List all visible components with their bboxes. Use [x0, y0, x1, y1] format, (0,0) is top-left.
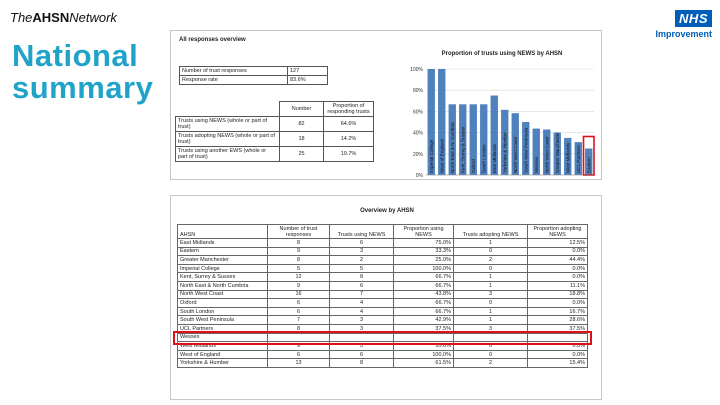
- y-tick-label: 80%: [412, 88, 423, 95]
- trusts-adopting-cell: 0: [454, 350, 528, 359]
- proportion-using-cell: 43.8%: [394, 290, 454, 299]
- proportion-adopting-cell: 18.8%: [528, 290, 588, 299]
- x-category-label: Eastern: [586, 157, 592, 173]
- proportion-using-cell: 100.0%: [394, 264, 454, 273]
- y-tick-label: 20%: [412, 151, 423, 158]
- trusts-using-cell: 3: [330, 247, 394, 256]
- ahsn-name-cell: West Midlands: [178, 342, 268, 351]
- y-tick-label: 40%: [412, 130, 423, 137]
- table-row: [178, 247, 588, 256]
- trusts-using-cell: 3: [330, 316, 394, 325]
- trusts-using-cell: 4: [330, 307, 394, 316]
- trusts-using-cell: 8: [330, 359, 394, 368]
- trusts-using-cell: 3: [330, 324, 394, 333]
- ahsn-name-cell: Eastern: [178, 247, 268, 256]
- chart-title: Proportion of trusts using NEWS by AHSN: [441, 51, 563, 57]
- table-row: [178, 299, 588, 308]
- brand-network: Network: [69, 10, 117, 25]
- row-number: 25: [280, 147, 324, 162]
- trusts-using-cell: 8: [330, 273, 394, 282]
- trusts-adopting-cell: 1: [454, 316, 528, 325]
- trusts-using-cell: 6: [330, 350, 394, 359]
- response-label: Number of trust responses: [180, 67, 288, 76]
- response-value: 83.6%: [288, 76, 328, 85]
- proportion-adopting-cell: 0.0%: [528, 273, 588, 282]
- proportion-adopting-cell: 37.5%: [528, 324, 588, 333]
- trusts-adopting-cell: 0: [454, 342, 528, 351]
- trust-responses-cell: 16: [268, 290, 330, 299]
- table-row: [180, 67, 328, 76]
- ahsn-name-cell: UCL Partners: [178, 324, 268, 333]
- proportion-using-cell: 55.6%: [394, 342, 454, 351]
- trust-responses-cell: 12: [268, 273, 330, 282]
- header-proportion-using: Proportion using NEWS: [394, 225, 454, 239]
- brand-the: The: [10, 10, 33, 25]
- x-category-label: Greater Manchester: [554, 132, 560, 173]
- x-category-label: Kent, Surrey & Sussex: [460, 126, 466, 173]
- trusts-adopting-cell: 1: [454, 281, 528, 290]
- proportion-adopting-cell: 0.0%: [528, 264, 588, 273]
- x-category-label: West of England: [439, 139, 445, 173]
- x-category-label: North West Coast: [544, 136, 550, 173]
- trusts-adopting-cell: 1: [454, 239, 528, 248]
- row-number: 18: [280, 132, 324, 147]
- trust-responses-cell: 9: [268, 247, 330, 256]
- trust-responses-cell: 6: [268, 350, 330, 359]
- trusts-adopting-cell: 0: [454, 247, 528, 256]
- trust-responses-cell: 8: [268, 239, 330, 248]
- y-tick-label: 60%: [412, 109, 423, 116]
- trusts-using-cell: 5: [330, 264, 394, 273]
- page-title: [12, 40, 153, 104]
- ahsn-name-cell: Oxford: [178, 299, 268, 308]
- table-header-row: [176, 102, 374, 117]
- x-category-label: North West Coast: [512, 136, 518, 173]
- ahsn-overview-title: Overview by AHSN: [360, 208, 414, 214]
- table-row: [178, 264, 588, 273]
- proportion-adopting-cell: 0.0%: [528, 350, 588, 359]
- proportion-using-cell: 66.7%: [394, 307, 454, 316]
- trust-responses-cell: 6: [268, 307, 330, 316]
- proportion-using-cell: 66.7%: [394, 273, 454, 282]
- trusts-adopting-cell: 0: [454, 264, 528, 273]
- proportion-using-cell: 33.3%: [394, 247, 454, 256]
- trusts-using-cell: 6: [330, 281, 394, 290]
- ahsn-name-cell: Imperial College: [178, 264, 268, 273]
- nhs-logo-subtext: Improvement: [655, 29, 712, 39]
- trusts-adopting-cell: 2: [454, 359, 528, 368]
- x-category-label: Oxford: [470, 159, 476, 173]
- ahsn-name-cell: South London: [178, 307, 268, 316]
- table-row: [176, 117, 374, 132]
- trusts-adopting-cell: 2: [454, 256, 528, 265]
- proportion-adopting-cell: 0.0%: [528, 299, 588, 308]
- overview-panel: [170, 30, 602, 180]
- trusts-using-cell: 7: [330, 290, 394, 299]
- response-label: Response rate: [180, 76, 288, 85]
- table-row: [178, 350, 588, 359]
- y-tick-label: 100%: [410, 67, 423, 73]
- table-row: [178, 281, 588, 290]
- row-label: Trusts adopting NEWS (whole or part of trust): [176, 132, 280, 147]
- trust-responses-cell: 8: [268, 324, 330, 333]
- nhs-logo-text: NHS: [675, 10, 712, 27]
- response-value: 127: [288, 67, 328, 76]
- x-category-label: South West Peninsula: [523, 127, 529, 173]
- ahsn-overview-panel: [170, 195, 602, 400]
- x-category-label: South London: [481, 144, 487, 173]
- title-line-1: National: [12, 38, 139, 73]
- trusts-adopting-cell: 0: [454, 299, 528, 308]
- table-row: [178, 307, 588, 316]
- trusts-adopting-cell: 1: [454, 273, 528, 282]
- header-proportion: Proportion of responding trusts: [324, 102, 374, 117]
- trusts-using-cell: 4: [330, 299, 394, 308]
- x-category-label: UCL Partners: [575, 145, 581, 173]
- table-row: [176, 147, 374, 162]
- proportion-using-cell: 100.0%: [394, 350, 454, 359]
- proportion-adopting-cell: 0.0%: [528, 342, 588, 351]
- table-row: [178, 316, 588, 325]
- trusts-adopting-cell: 3: [454, 324, 528, 333]
- proportion-using-cell: 25.0%: [394, 256, 454, 265]
- trusts-using-cell: 5: [330, 342, 394, 351]
- trusts-using-cell: 6: [330, 239, 394, 248]
- row-proportion: 64.6%: [324, 117, 374, 132]
- table-row: [178, 290, 588, 299]
- x-category-label: Imperial College: [428, 139, 434, 173]
- ahsn-name-cell: Wessex: [178, 333, 268, 342]
- trust-responses-cell: 8: [268, 256, 330, 265]
- ahsn-name-cell: North West Coast: [178, 290, 268, 299]
- table-row: [178, 256, 588, 265]
- x-category-label: Wessex: [533, 156, 539, 173]
- trusts-using-cell: 2: [330, 256, 394, 265]
- ahsn-network-logo: [10, 10, 117, 25]
- header-trust-responses: Number of trust responses: [268, 225, 330, 239]
- proportion-adopting-cell: 12.5%: [528, 239, 588, 248]
- table-row: [180, 76, 328, 85]
- x-category-label: North East & N. Cumbria: [449, 122, 455, 173]
- news-usage-table: [175, 101, 374, 162]
- news-by-ahsn-chart: [404, 47, 600, 179]
- header-blank: [176, 102, 280, 117]
- brand-ahsn: AHSN: [32, 10, 70, 25]
- table-header-row: [178, 225, 588, 239]
- table-row: [178, 273, 588, 282]
- proportion-adopting-cell: 11.1%: [528, 281, 588, 290]
- responses-table: [179, 66, 328, 85]
- ahsn-name-cell: Kent, Surrey & Sussex: [178, 273, 268, 282]
- trusts-adopting-cell: 1: [454, 307, 528, 316]
- header-number: Number: [280, 102, 324, 117]
- proportion-using-cell: 37.5%: [394, 324, 454, 333]
- proportion-using-cell: 66.7%: [394, 299, 454, 308]
- title-line-2: summary: [12, 70, 154, 105]
- header-proportion-adopting: Proportion adopting NEWS: [528, 225, 588, 239]
- proportion-using-cell: 61.5%: [394, 359, 454, 368]
- proportion-adopting-cell: 0.0%: [528, 247, 588, 256]
- nhs-improvement-logo: [652, 10, 712, 39]
- row-proportion: 19.7%: [324, 147, 374, 162]
- proportion-adopting-cell: 15.4%: [528, 359, 588, 368]
- row-label: Trusts using NEWS (whole or part of trust): [176, 117, 280, 132]
- chart-canvas: [404, 47, 600, 179]
- ahsn-name-cell: Yorkshire & Humber: [178, 359, 268, 368]
- proportion-using-cell: 42.9%: [394, 316, 454, 325]
- row-proportion: 14.2%: [324, 132, 374, 147]
- trust-responses-cell: 13: [268, 359, 330, 368]
- trusts-adopting-cell: 3: [454, 290, 528, 299]
- ahsn-name-cell: South West Peninsula: [178, 316, 268, 325]
- table-row: [176, 132, 374, 147]
- trust-responses-cell: 7: [268, 316, 330, 325]
- header-trusts-adopting: Trusts adopting NEWS: [454, 225, 528, 239]
- trust-responses-cell: 6: [268, 299, 330, 308]
- row-label: Trusts using another EWS (whole or part of trust): [176, 147, 280, 162]
- trust-responses-cell: 9: [268, 342, 330, 351]
- header-trusts-using: Trusts using NEWS: [330, 225, 394, 239]
- proportion-using-cell: 66.7%: [394, 281, 454, 290]
- row-number: 82: [280, 117, 324, 132]
- trust-responses-cell: 5: [268, 264, 330, 273]
- x-category-label: Yorkshire & Humber: [502, 132, 508, 173]
- proportion-using-cell: 75.0%: [394, 239, 454, 248]
- ahsn-name-cell: East Midlands: [178, 239, 268, 248]
- ahsn-overview-table: [177, 224, 588, 368]
- proportion-adopting-cell: 44.4%: [528, 256, 588, 265]
- overview-title: All responses overview: [179, 37, 246, 43]
- proportion-adopting-cell: 16.7%: [528, 307, 588, 316]
- header-ahsn: AHSN: [178, 225, 268, 239]
- ahsn-name-cell: West of England: [178, 350, 268, 359]
- x-category-label: West Midlands: [565, 142, 571, 173]
- proportion-adopting-cell: 28.6%: [528, 316, 588, 325]
- y-tick-label: 0%: [415, 173, 423, 179]
- ahsn-name-cell: Greater Manchester: [178, 256, 268, 265]
- table-row: [178, 359, 588, 368]
- ahsn-name-cell: North East & North Cumbria: [178, 281, 268, 290]
- trust-responses-cell: 9: [268, 281, 330, 290]
- table-row: [178, 239, 588, 248]
- highlight-ucl-row: [173, 331, 592, 345]
- x-category-label: East Midlands: [491, 144, 497, 173]
